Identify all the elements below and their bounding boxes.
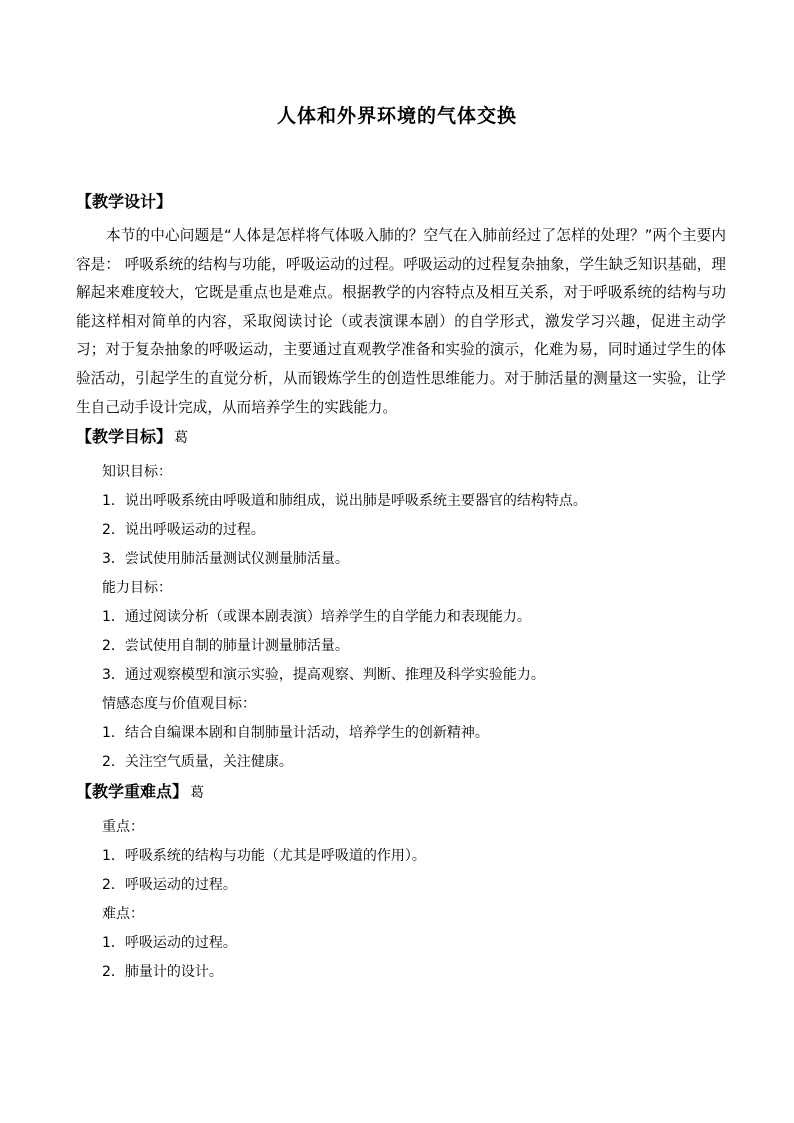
list-item: 1．结合自编课本剧和自制肺量计活动，培养学生的创新精神。: [102, 725, 489, 742]
difficulty-label: 难点：: [102, 906, 144, 923]
list-item: 2．说出呼吸运动的过程。: [102, 522, 265, 539]
list-item: 3．尝试使用肺活量测试仪测量肺活量。: [102, 551, 349, 568]
list-item: 2．肺量计的设计。: [102, 964, 223, 981]
section-heading-objectives: [76, 425, 726, 449]
list-item: 2．呼吸运动的过程。: [102, 877, 237, 894]
heading-suffix: 葛: [190, 785, 205, 802]
heading-text: 【教学重难点】: [76, 782, 189, 802]
document-title: 人体和外界环境的气体交换: [276, 105, 517, 127]
emotion-objectives-label: 情感态度与价值观目标：: [102, 696, 256, 713]
design-paragraph: 本节的中心问题是“人体是怎样将气体吸入肺的？空气在入肺前经过了怎样的处理？”两个主要内容是： 呼吸系统的结构与功能，呼吸运动的过程。呼吸运动的过程复杂抽象，学生缺乏知识基础，理解起来难度较大，它既是重点也是难点。根据教学的内容特点及相互关系，对于呼吸系统的结构与功能这样相对简单的内容，采取阅读讨论（或表演课本剧）的自学形式，激发学习兴趣，促进主动学习；对于复杂抽象的呼吸运动，主要通过直观教学准备和实验的演示，化难为易，同时通过学生的体验活动，引起学生的直觉分析，从而锻炼学生的创造性思维能力。对于肺活量的测量这一实验，让学生自己动手设计完成，从而培养学生的实践能力。: [76, 227, 726, 416]
list-item: 1．通过阅读分析（或课本剧表演）培养学生的自学能力和表现能力。: [102, 609, 531, 626]
list-item: 1．说出呼吸系统由呼吸道和肺组成，说出肺是呼吸系统主要器官的结构特点。: [102, 493, 587, 510]
list-item: 2．关注空气质量，关注健康。: [102, 754, 293, 771]
heading-text: 【教学设计】: [76, 192, 173, 211]
list-item: 2．尝试使用自制的肺量计测量肺活量。: [102, 638, 349, 655]
ability-objectives-label: 能力目标：: [102, 580, 172, 597]
list-item: 1．呼吸运动的过程。: [102, 935, 237, 952]
section-heading-key-points: [76, 780, 726, 804]
knowledge-objectives-label: 知识目标：: [102, 464, 172, 481]
list-item: 3．通过观察模型和演示实验，提高观察、判断、推理及科学实验能力。: [102, 667, 545, 684]
list-item: 1．呼吸系统的结构与功能（尤其是呼吸道的作用）。: [102, 848, 426, 865]
heading-suffix: 葛: [174, 430, 189, 447]
document-body: [76, 190, 726, 987]
focus-label: 重点：: [102, 819, 144, 836]
section-heading-design: [76, 190, 726, 214]
heading-text: 【教学目标】: [76, 427, 173, 447]
